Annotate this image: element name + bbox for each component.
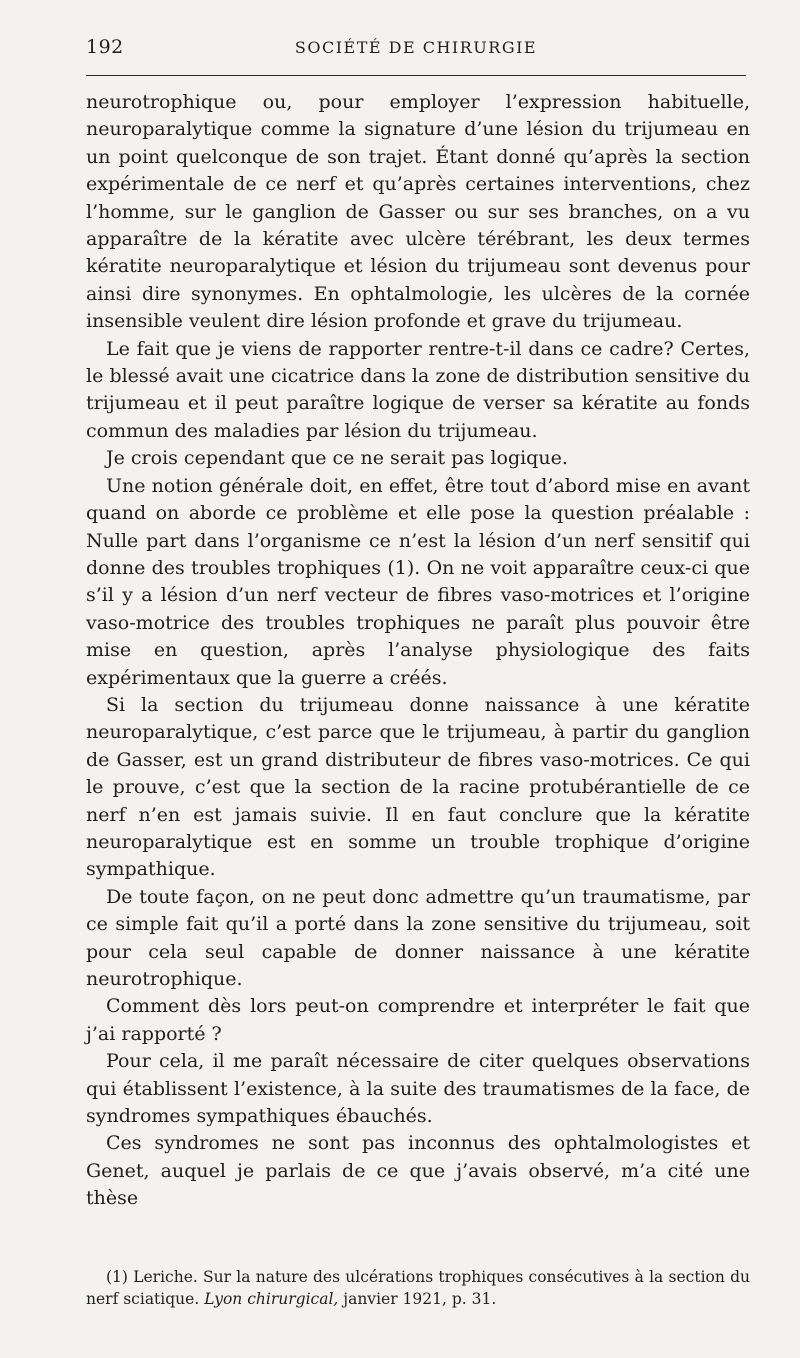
paragraph: Si la section du trijumeau donne naissance à une kératite neuroparalytique, c’est parce que le trijumeau, à partir du ganglion de Gasser, est un grand distributeur de fibres vaso-motrices. Ce qui le prouve, c’est que la section de la racine protubérantielle de ce nerf n’en est jamais suivie. Il en faut conclure que la kératite neuroparalytique est en somme un trouble trophique d’origine sympathique. <box>86 693 750 881</box>
paragraph: Je crois cependant que ce ne serait pas logique. <box>106 447 568 470</box>
paragraph-continuation: neurotrophique ou, pour employer l’expression habituelle, neuroparalytique comme la signature d’une lésion du trijumeau en un point quelconque de son trajet. Étant donné qu’après la section expérimentale de ce nerf et qu’après certaines interventions, chez l’homme, sur le ganglion de Gasser ou sur ses branches, on a vu apparaître de la kératite avec ulcère térébrant, les deux termes kératite neuroparalytique et lésion du trijumeau sont devenus pour ainsi dire synonymes. En ophtalmologie, les ulcères de la cornée insensible veulent dire lésion profonde et grave du trijumeau. <box>86 91 750 333</box>
paragraph: Ces syndromes ne sont pas inconnus des ophtalmologistes et Genet, auquel je parlais de ce que j’avais observé, m’a cité une thèse <box>86 1132 750 1210</box>
paragraph: De toute façon, on ne peut donc admettre qu’un traumatisme, par ce simple fait qu’il a porté dans la zone sensitive du trijumeau, soit pour cela seul capable de donner naissance à une kératite neurotrophique. <box>86 885 750 990</box>
page-number: 192 <box>86 36 124 58</box>
footnote <box>86 1266 750 1310</box>
footnote-citation: (1) Leriche. Sur la nature des ulcérations trophiques consécutives à la section du nerf sciatique. <box>86 1268 750 1308</box>
body-text <box>86 89 750 1213</box>
paragraph: Une notion générale doit, en effet, être tout d’abord mise en avant quand on aborde ce problème et elle pose la question préalable : Nulle part dans l’organisme ce n’est la lésion d’un nerf sensitif qui donne des troubles trophiques (1). On ne voit apparaître ceux-ci que s’il y a lésion d’un nerf vecteur de fibres vaso-motrices et l’origine vaso-motrice des troubles trophiques ne paraît plus pouvoir être mise en question, après l’analyse physiologique des faits expérimentaux que la guerre a créés. <box>86 474 750 689</box>
footnote-journal: Lyon chirurgical, <box>204 1290 339 1308</box>
header-rule <box>86 75 746 76</box>
footnote-date: janvier 1921, p. 31. <box>343 1290 497 1308</box>
paragraph: Le fait que je viens de rapporter rentre-t-il dans ce cadre? Certes, le blessé avait une cicatrice dans la zone de distribution sensitive du trijumeau et il peut paraître logique de verser sa kératite au fonds commun des maladies par lésion du trijumeau. <box>86 337 750 442</box>
paragraph: Comment dès lors peut-on comprendre et interpréter le fait que j’ai rapporté ? <box>86 995 750 1045</box>
footnote-text <box>86 1266 750 1310</box>
page-header <box>86 36 746 60</box>
running-head: SOCIÉTÉ DE CHIRURGIE <box>294 38 538 57</box>
paragraph: Pour cela, il me paraît nécessaire de citer quelques observations qui établissent l’existence, à la suite des traumatismes de la face, de syndromes sympathiques ébauchés. <box>86 1050 750 1128</box>
